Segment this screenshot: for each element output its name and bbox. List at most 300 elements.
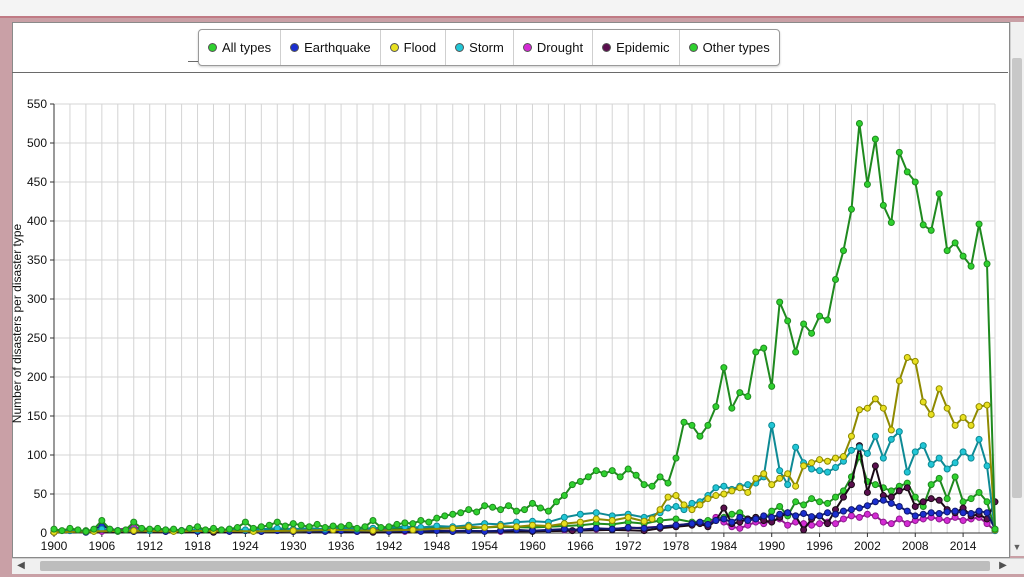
y-tick-label: 450 xyxy=(26,175,47,189)
data-point-drought xyxy=(944,518,950,524)
data-point-storm xyxy=(561,514,567,520)
data-point-all-types xyxy=(657,474,663,480)
data-point-drought xyxy=(840,516,846,522)
y-tick-label: 550 xyxy=(26,97,47,111)
data-point-epidemic xyxy=(801,527,807,533)
data-point-earthquake xyxy=(928,510,934,516)
data-point-all-types xyxy=(561,493,567,499)
data-point-all-types xyxy=(713,404,719,410)
data-point-all-types xyxy=(928,227,934,233)
data-point-flood xyxy=(593,516,599,522)
data-point-all-types xyxy=(665,480,671,486)
data-point-flood xyxy=(920,399,926,405)
data-point-flood xyxy=(825,458,831,464)
data-point-all-types xyxy=(641,482,647,488)
data-point-earthquake xyxy=(976,508,982,514)
data-point-storm xyxy=(848,447,854,453)
data-point-flood xyxy=(649,516,655,522)
data-point-other-types xyxy=(952,474,958,480)
data-point-other-types xyxy=(928,482,934,488)
x-tick-label: 1966 xyxy=(566,539,594,553)
y-tick-label: 100 xyxy=(26,448,47,462)
data-point-all-types xyxy=(338,524,344,530)
y-tick-label: 400 xyxy=(26,214,47,228)
data-point-storm xyxy=(577,511,583,517)
data-point-all-types xyxy=(825,317,831,323)
data-point-other-types xyxy=(673,516,679,522)
data-point-all-types xyxy=(992,526,998,532)
data-point-all-types xyxy=(952,240,958,246)
data-point-storm xyxy=(944,466,950,472)
data-point-flood xyxy=(761,471,767,477)
data-point-flood xyxy=(657,507,663,513)
data-point-flood xyxy=(952,422,958,428)
data-point-all-types xyxy=(450,511,456,517)
data-point-storm xyxy=(673,503,679,509)
data-point-all-types xyxy=(155,525,161,531)
data-point-earthquake xyxy=(896,503,902,509)
data-point-flood xyxy=(976,404,982,410)
data-point-earthquake xyxy=(793,513,799,519)
x-tick-label: 1984 xyxy=(710,539,738,553)
data-point-all-types xyxy=(793,349,799,355)
data-point-flood xyxy=(769,482,775,488)
y-axis-label: Number of disasters per disaster type xyxy=(10,223,24,424)
data-point-flood xyxy=(697,502,703,508)
data-point-storm xyxy=(809,466,815,472)
data-point-all-types xyxy=(880,202,886,208)
data-point-epidemic xyxy=(936,497,942,503)
data-point-flood xyxy=(131,528,137,534)
data-point-all-types xyxy=(442,513,448,519)
data-point-all-types xyxy=(498,507,504,513)
data-point-flood xyxy=(673,493,679,499)
data-point-all-types xyxy=(817,313,823,319)
data-point-storm xyxy=(593,510,599,516)
data-point-earthquake xyxy=(737,514,743,520)
data-point-all-types xyxy=(163,527,169,533)
legend-label: Earthquake xyxy=(304,40,371,55)
data-point-storm xyxy=(976,436,982,442)
data-point-all-types xyxy=(888,220,894,226)
data-point-storm xyxy=(777,468,783,474)
data-point-earthquake xyxy=(705,521,711,527)
data-point-storm xyxy=(793,444,799,450)
data-point-other-types xyxy=(976,489,982,495)
data-point-all-types xyxy=(577,479,583,485)
data-point-all-types xyxy=(569,482,575,488)
data-point-earthquake xyxy=(840,508,846,514)
data-point-all-types xyxy=(944,248,950,254)
data-point-flood xyxy=(498,523,504,529)
data-point-flood xyxy=(888,427,894,433)
data-point-earthquake xyxy=(777,511,783,517)
data-point-all-types xyxy=(872,136,878,142)
data-point-other-types xyxy=(801,502,807,508)
data-point-earthquake xyxy=(785,510,791,516)
data-point-flood xyxy=(665,494,671,500)
y-tick-label: 300 xyxy=(26,292,47,306)
data-point-all-types xyxy=(258,524,264,530)
data-point-flood xyxy=(713,493,719,499)
legend-label: Storm xyxy=(469,40,504,55)
data-point-all-types xyxy=(210,525,216,531)
data-point-all-types xyxy=(75,527,81,533)
data-point-flood xyxy=(753,475,759,481)
x-tick-label: 1990 xyxy=(758,539,786,553)
data-point-storm xyxy=(912,449,918,455)
data-point-all-types xyxy=(171,526,177,532)
data-point-earthquake xyxy=(625,525,631,531)
data-point-flood xyxy=(529,522,535,528)
y-tick-label: 50 xyxy=(33,487,47,501)
data-point-other-types xyxy=(657,518,663,524)
y-tick-label: 150 xyxy=(26,409,47,423)
data-point-drought xyxy=(856,514,862,520)
data-point-flood xyxy=(370,528,376,534)
data-point-earthquake xyxy=(577,527,583,533)
data-point-earthquake xyxy=(753,516,759,522)
data-point-all-types xyxy=(322,525,328,531)
data-point-epidemic xyxy=(888,494,894,500)
data-point-flood xyxy=(912,358,918,364)
data-point-all-types xyxy=(506,503,512,509)
data-point-flood xyxy=(944,405,950,411)
data-point-drought xyxy=(904,521,910,527)
data-point-all-types xyxy=(274,519,280,525)
data-point-earthquake xyxy=(809,514,815,520)
data-point-earthquake xyxy=(801,511,807,517)
legend-label: Epidemic xyxy=(616,40,670,55)
data-point-all-types xyxy=(514,508,520,514)
data-point-all-types xyxy=(378,525,384,531)
data-point-storm xyxy=(833,464,839,470)
data-point-flood xyxy=(625,514,631,520)
data-point-flood xyxy=(561,521,567,527)
x-tick-label: 1978 xyxy=(662,539,690,553)
data-point-earthquake xyxy=(848,507,854,513)
x-tick-label: 1954 xyxy=(471,539,498,553)
data-point-flood xyxy=(928,411,934,417)
y-tick-label: 250 xyxy=(26,331,47,345)
data-point-flood xyxy=(705,496,711,502)
data-point-earthquake xyxy=(952,508,958,514)
data-point-storm xyxy=(936,455,942,461)
data-point-all-types xyxy=(354,525,360,531)
data-point-all-types xyxy=(809,330,815,336)
data-point-storm xyxy=(968,455,974,461)
data-point-storm xyxy=(880,455,886,461)
horizontal-scroll-thumb[interactable] xyxy=(40,561,990,571)
x-tick-label: 1936 xyxy=(327,539,355,553)
data-point-all-types xyxy=(896,149,902,155)
data-point-earthquake xyxy=(657,524,663,530)
scroll-right-icon[interactable]: ▶ xyxy=(999,560,1007,571)
data-point-earthquake xyxy=(745,518,751,524)
data-point-all-types xyxy=(187,525,193,531)
x-tick-label: 1912 xyxy=(136,539,164,553)
data-point-other-types xyxy=(729,511,735,517)
data-point-all-types xyxy=(218,527,224,533)
data-point-all-types xyxy=(689,422,695,428)
data-point-all-types xyxy=(99,518,105,524)
data-point-storm xyxy=(904,469,910,475)
data-point-storm xyxy=(864,450,870,456)
data-point-all-types xyxy=(729,405,735,411)
data-point-flood xyxy=(785,471,791,477)
data-point-storm xyxy=(952,460,958,466)
data-point-flood xyxy=(609,518,615,524)
data-point-drought xyxy=(880,519,886,525)
data-point-other-types xyxy=(769,508,775,514)
data-point-all-types xyxy=(282,523,288,529)
x-tick-label: 2014 xyxy=(949,539,977,553)
data-point-other-types xyxy=(777,503,783,509)
scroll-left-icon[interactable]: ◀ xyxy=(17,560,25,571)
data-point-flood xyxy=(466,524,472,530)
data-point-flood xyxy=(864,405,870,411)
data-point-flood xyxy=(801,463,807,469)
data-point-all-types xyxy=(346,522,352,528)
legend-label: Drought xyxy=(536,40,584,55)
x-tick-label: 1960 xyxy=(519,539,546,553)
data-point-all-types xyxy=(856,121,862,127)
data-point-flood xyxy=(896,378,902,384)
data-point-epidemic xyxy=(864,489,870,495)
data-point-all-types xyxy=(848,206,854,212)
data-point-all-types xyxy=(195,524,201,530)
data-point-other-types xyxy=(960,499,966,505)
data-point-flood xyxy=(904,355,910,361)
data-point-other-types xyxy=(809,496,815,502)
data-point-epidemic xyxy=(848,482,854,488)
data-point-all-types xyxy=(761,345,767,351)
data-point-flood xyxy=(968,422,974,428)
y-tick-label: 350 xyxy=(26,253,47,267)
data-point-storm xyxy=(713,485,719,491)
data-point-all-types xyxy=(537,505,543,511)
scroll-down-icon[interactable]: ▼ xyxy=(1012,542,1022,552)
data-point-drought xyxy=(864,511,870,517)
y-tick-label: 200 xyxy=(26,370,47,384)
data-point-drought xyxy=(737,525,743,531)
data-point-earthquake xyxy=(936,511,942,517)
data-point-flood xyxy=(745,489,751,495)
data-point-all-types xyxy=(864,181,870,187)
data-point-all-types xyxy=(394,521,400,527)
data-point-flood xyxy=(872,396,878,402)
y-tick-label: 0 xyxy=(40,526,47,540)
data-point-earthquake xyxy=(856,505,862,511)
data-point-all-types xyxy=(585,474,591,480)
data-point-earthquake xyxy=(864,503,870,509)
x-tick-label: 2008 xyxy=(901,539,929,553)
data-point-flood xyxy=(641,518,647,524)
data-point-flood xyxy=(793,483,799,489)
legend-label: All types xyxy=(222,40,272,55)
data-point-all-types xyxy=(833,277,839,283)
data-point-all-types xyxy=(960,253,966,259)
data-point-earthquake xyxy=(769,514,775,520)
data-point-earthquake xyxy=(593,525,599,531)
data-point-all-types xyxy=(59,528,65,534)
data-point-earthquake xyxy=(904,508,910,514)
data-point-earthquake xyxy=(968,511,974,517)
data-point-all-types xyxy=(705,422,711,428)
data-point-storm xyxy=(665,505,671,511)
data-point-flood xyxy=(514,524,520,530)
data-point-storm xyxy=(817,468,823,474)
data-point-all-types xyxy=(697,433,703,439)
data-point-other-types xyxy=(817,499,823,505)
data-point-drought xyxy=(848,513,854,519)
data-point-earthquake xyxy=(872,499,878,505)
data-point-earthquake xyxy=(944,509,950,515)
data-point-earthquake xyxy=(888,500,894,506)
data-point-flood xyxy=(840,454,846,460)
data-point-all-types xyxy=(203,527,209,533)
data-point-storm xyxy=(872,433,878,439)
data-point-drought xyxy=(888,521,894,527)
data-point-storm xyxy=(928,461,934,467)
data-point-flood xyxy=(410,527,416,533)
data-point-flood xyxy=(482,525,488,531)
vertical-scroll-thumb[interactable] xyxy=(1012,58,1022,498)
data-point-all-types xyxy=(306,524,312,530)
data-point-earthquake xyxy=(713,518,719,524)
data-point-drought xyxy=(817,521,823,527)
data-point-all-types xyxy=(522,507,528,513)
data-point-epidemic xyxy=(920,499,926,505)
data-point-storm xyxy=(721,483,727,489)
data-point-epidemic xyxy=(825,521,831,527)
data-point-other-types xyxy=(793,499,799,505)
data-point-earthquake xyxy=(912,513,918,519)
data-point-all-types xyxy=(298,522,304,528)
data-point-earthquake xyxy=(721,516,727,522)
x-tick-label: 1972 xyxy=(614,539,642,553)
data-point-all-types xyxy=(553,499,559,505)
data-point-flood xyxy=(817,457,823,463)
data-point-all-types xyxy=(131,519,137,525)
data-point-all-types xyxy=(545,508,551,514)
data-point-all-types xyxy=(458,510,464,516)
data-point-all-types xyxy=(984,261,990,267)
data-point-all-types xyxy=(769,383,775,389)
data-point-all-types xyxy=(386,524,392,530)
data-point-flood xyxy=(984,402,990,408)
data-point-all-types xyxy=(418,518,424,524)
data-point-flood xyxy=(729,488,735,494)
data-point-all-types xyxy=(904,169,910,175)
data-point-epidemic xyxy=(928,496,934,502)
data-point-epidemic xyxy=(896,488,902,494)
data-point-flood xyxy=(936,386,942,392)
data-point-flood xyxy=(290,528,296,534)
data-point-flood xyxy=(833,455,839,461)
data-point-flood xyxy=(545,523,551,529)
data-point-all-types xyxy=(976,221,982,227)
legend-label: Other types xyxy=(702,40,770,55)
data-point-flood xyxy=(689,507,695,513)
data-point-flood xyxy=(737,485,743,491)
data-point-drought xyxy=(785,522,791,528)
data-point-earthquake xyxy=(833,511,839,517)
data-point-earthquake xyxy=(761,513,767,519)
data-point-all-types xyxy=(234,525,240,531)
data-point-all-types xyxy=(673,455,679,461)
data-point-flood xyxy=(880,405,886,411)
data-point-all-types xyxy=(402,520,408,526)
data-point-storm xyxy=(984,463,990,469)
data-point-all-types xyxy=(139,525,145,531)
data-point-storm xyxy=(960,449,966,455)
data-point-earthquake xyxy=(641,525,647,531)
data-point-storm xyxy=(825,469,831,475)
data-point-other-types xyxy=(872,482,878,488)
data-point-flood xyxy=(450,525,456,531)
data-point-earthquake xyxy=(729,519,735,525)
data-point-flood xyxy=(848,433,854,439)
data-point-all-types xyxy=(737,390,743,396)
data-point-other-types xyxy=(968,496,974,502)
data-point-earthquake xyxy=(880,497,886,503)
data-point-all-types xyxy=(147,526,153,532)
data-point-all-types xyxy=(179,528,185,534)
data-point-earthquake xyxy=(984,510,990,516)
data-point-all-types xyxy=(474,509,480,515)
data-point-other-types xyxy=(833,494,839,500)
data-point-all-types xyxy=(426,519,432,525)
data-point-other-types xyxy=(984,499,990,505)
data-point-storm xyxy=(689,500,695,506)
data-point-all-types xyxy=(840,248,846,254)
data-point-storm xyxy=(920,443,926,449)
x-tick-label: 2002 xyxy=(854,539,881,553)
data-point-all-types xyxy=(681,419,687,425)
data-point-earthquake xyxy=(609,526,615,532)
data-point-all-types xyxy=(226,526,232,532)
data-point-all-types xyxy=(968,263,974,269)
data-point-all-types xyxy=(83,528,89,534)
data-point-all-types xyxy=(67,525,73,531)
data-point-flood xyxy=(777,475,783,481)
x-tick-label: 1906 xyxy=(88,539,116,553)
data-point-all-types xyxy=(330,523,336,529)
data-point-storm xyxy=(769,422,775,428)
data-point-all-types xyxy=(920,222,926,228)
data-point-all-types xyxy=(266,522,272,528)
data-point-epidemic xyxy=(840,494,846,500)
data-point-flood xyxy=(721,491,727,497)
data-point-epidemic xyxy=(904,485,910,491)
data-point-all-types xyxy=(242,519,248,525)
data-point-other-types xyxy=(936,475,942,481)
data-point-all-types xyxy=(593,468,599,474)
data-point-epidemic xyxy=(872,463,878,469)
data-point-earthquake xyxy=(825,510,831,516)
data-point-drought xyxy=(960,518,966,524)
x-tick-label: 1918 xyxy=(184,539,211,553)
data-point-storm xyxy=(896,429,902,435)
data-point-all-types xyxy=(801,321,807,327)
x-tick-label: 1900 xyxy=(40,539,68,553)
data-point-other-types xyxy=(944,496,950,502)
data-point-all-types xyxy=(745,394,751,400)
data-point-all-types xyxy=(912,179,918,185)
data-point-drought xyxy=(896,516,902,522)
data-point-all-types xyxy=(529,500,535,506)
